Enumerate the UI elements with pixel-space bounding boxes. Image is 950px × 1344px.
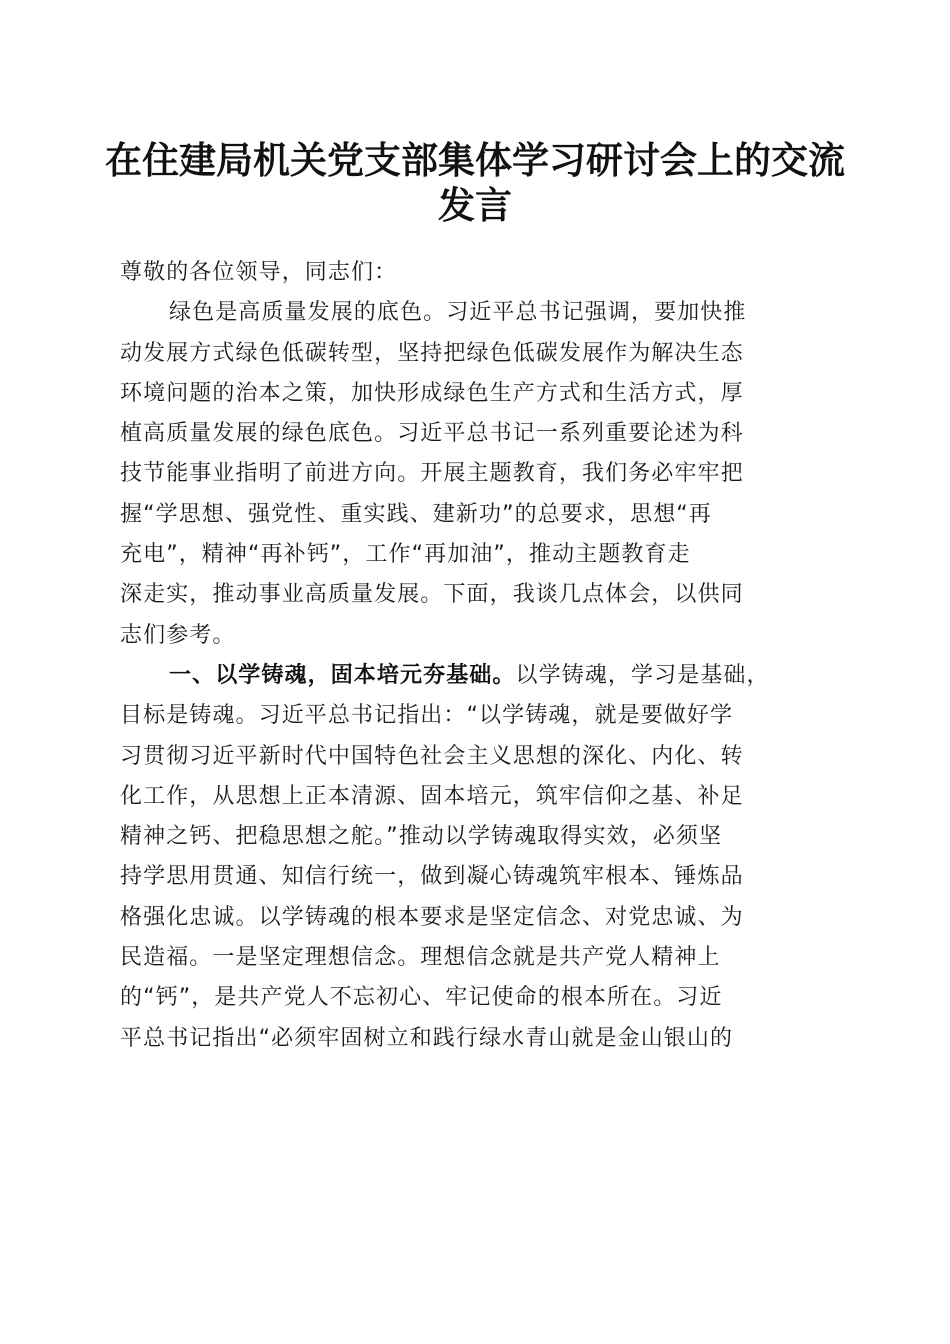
salutation: 尊敬的各位领导，同志们： xyxy=(120,260,398,285)
section-1-first-line xyxy=(120,656,832,696)
paragraph-line: 持学思用贯通、知信行统一，做到凝心铸魂筑牢根本、锤炼品 xyxy=(120,864,744,890)
title-line-1: 在住建局机关党支部集体学习研讨会上的交流 xyxy=(105,138,845,182)
paragraph-line: 格强化忠诚。以学铸魂的根本要求是坚定信念、对党忠诚、为 xyxy=(120,904,744,930)
section-1-first-line-text: 以学铸魂，学习是基础， xyxy=(515,662,770,688)
paragraph-intro xyxy=(120,293,832,656)
paragraph-line: 深走实，推动事业高质量发展。下面，我谈几点体会，以供同 xyxy=(120,582,744,608)
document-body xyxy=(120,253,832,1059)
paragraph-line: 动发展方式绿色低碳转型，坚持把绿色低碳发展作为解决生态 xyxy=(120,340,744,366)
paragraph-line: 的“钙”，是共产党人不忘初心、牢记使命的根本所在。习近 xyxy=(120,985,723,1011)
section-1-heading: 一、以学铸魂，固本培元夯基础。 xyxy=(169,662,516,688)
paragraph-line: 环境问题的治本之策，加快形成绿色生产方式和生活方式，厚 xyxy=(120,380,744,406)
paragraph-line: 技节能事业指明了前进方向。开展主题教育，我们务必牢牢把 xyxy=(120,461,744,487)
paragraph-line: 精神之钙、把稳思想之舵。”推动以学铸魂取得实效，必须坚 xyxy=(120,824,723,850)
title-line-2: 发言 xyxy=(438,183,512,227)
document-title xyxy=(100,138,850,228)
paragraph-line: 目标是铸魂。习近平总书记指出：“以学铸魂，就是要做好学 xyxy=(120,703,734,729)
paragraph-line: 民造福。一是坚定理想信念。理想信念就是共产党人精神上 xyxy=(120,945,721,971)
paragraph-line: 习贯彻习近平新时代中国特色社会主义思想的深化、内化、转 xyxy=(120,743,744,769)
paragraph-line: 充电”，精神“再补钙”，工作“再加油”，推动主题教育走 xyxy=(120,542,691,568)
paragraph-line: 化工作，从思想上正本清源、固本培元，筑牢信仰之基、补足 xyxy=(120,783,744,809)
paragraph-line: 握“学思想、强党性、重实践、建新功”的总要求，思想“再 xyxy=(120,501,712,527)
paragraph-line: 志们参考。 xyxy=(120,622,236,648)
paragraph-line: 植高质量发展的绿色底色。习近平总书记一系列重要论述为科 xyxy=(120,421,744,447)
paragraph-line: 绿色是高质量发展的底色。习近平总书记强调，要加快推 xyxy=(169,300,747,326)
section-1 xyxy=(120,656,832,1059)
paragraph-line: 平总书记指出“必须牢固树立和践行绿水青山就是金山银山的 xyxy=(120,1025,734,1051)
